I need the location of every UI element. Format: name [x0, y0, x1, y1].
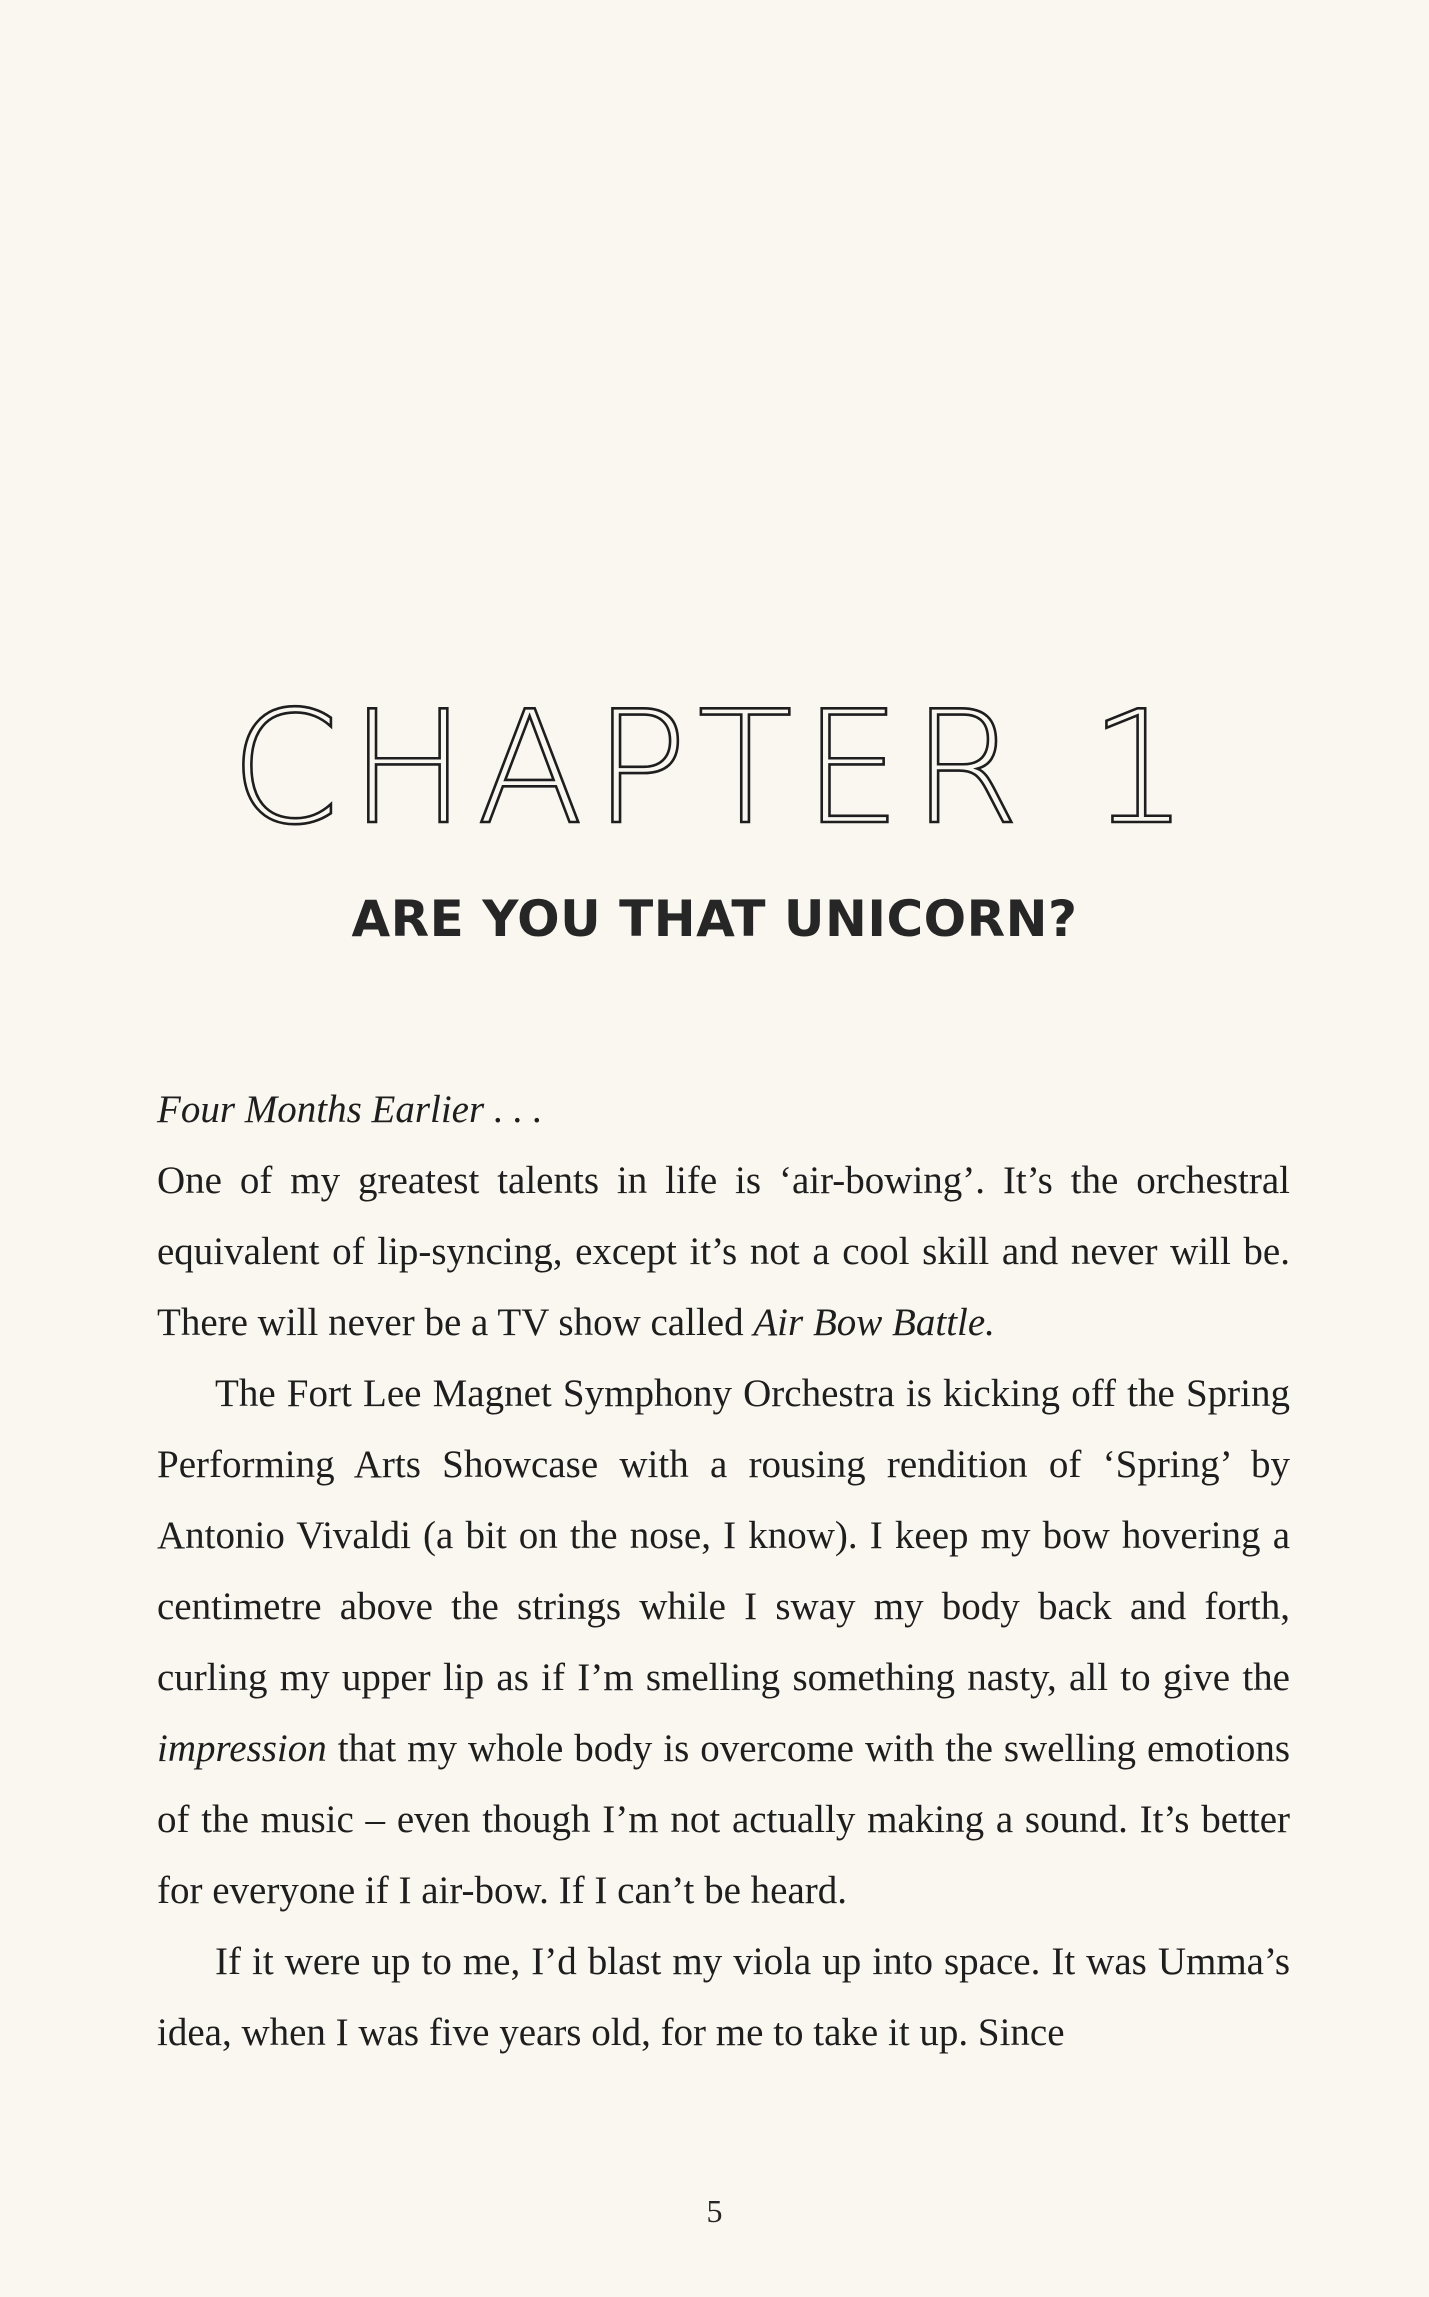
- chapter-subtitle: ARE YOU THAT UNICORN?: [351, 890, 1078, 948]
- show-title: Air Bow Battle.: [753, 1301, 995, 1344]
- chapter-heading: CHAPTER 1: [230, 677, 1199, 859]
- dateline: Four Months Earlier . . .: [157, 1088, 543, 1131]
- body-text: [157, 1074, 1290, 2068]
- paragraph-1-text: One of my greatest talents in life is ‘air-bowing’. It’s the orchestral equivalent of lip-syncing, except it’s not a cool skill and never will be. There will never be a TV show called: [157, 1159, 1290, 1344]
- paragraph-2-text-a: The Fort Lee Magnet Symphony Orchestra is kicking off the Spring Performing Arts Showcase with a rousing rendition of ‘Spring’ by Antonio Vivaldi (a bit on the nose, I know). I keep my bow hovering a centimetre above the strings while I sway my body back and forth, curling my upper lip as if I’m smelling something nasty, all to give the: [157, 1372, 1290, 1699]
- paragraph-3: If it were up to me, I’d blast my viola up into space. It was Umma’s idea, when I was five years old, for me to take it up. Since: [157, 1940, 1290, 2054]
- paragraph-1: [157, 1145, 1290, 1358]
- page-number: 5: [706, 2193, 723, 2229]
- emphasis-word: impression: [157, 1727, 327, 1770]
- paragraph-2-text-b: that my whole body is overcome with the swelling emotions of the music – even though I’m not actually making a sound. It’s better for everyone if I air-bow. If I can’t be heard.: [157, 1727, 1290, 1912]
- paragraph-2: [157, 1358, 1290, 1926]
